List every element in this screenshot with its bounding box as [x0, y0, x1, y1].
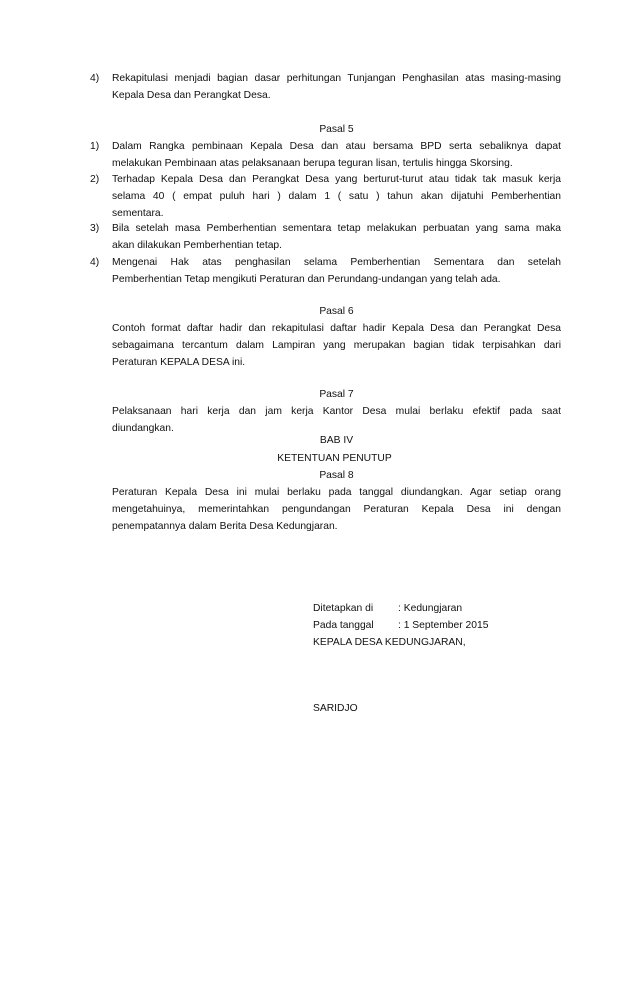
signature-name: SARIDJO	[313, 703, 358, 714]
article-heading: Pasal 6	[319, 306, 354, 317]
list-text	[112, 70, 561, 104]
text-line: Terhadap Kepala Desa dan Perangkat Desa yang berturut-turut atau tidak tak masuk kerja	[112, 174, 561, 185]
list-text	[112, 220, 561, 254]
text-line: Mengenai Hak atas penghasilan selama Pemberhentian Sementara dan setelah	[112, 257, 561, 268]
text-line: Kepala Desa dan Perangkat Desa.	[112, 90, 271, 101]
text-line: mengetahuinya, memerintahkan pengundangan Peraturan Kepala Desa ini dengan	[112, 504, 561, 515]
signature-date-row	[313, 617, 488, 634]
signature-place-row	[313, 600, 462, 617]
text-line: diundangkan.	[112, 423, 174, 434]
signature-position: KEPALA DESA KEDUNGJARAN,	[313, 637, 466, 648]
text-line: Contoh format daftar hadir dan rekapitulasi daftar hadir Kepala Desa dan Perangkat Desa	[112, 323, 561, 334]
signature-date-label: Pada tanggal	[313, 620, 374, 631]
text-line: Dalam Rangka pembinaan Kepala Desa dan atau bersama BPD serta sebaliknya dapat	[112, 141, 561, 152]
text-line: Rekapitulasi menjadi bagian dasar perhitungan Tunjangan Penghasilan atas masing-masing	[112, 73, 561, 84]
signature-place-value: : Kedungjaran	[398, 603, 463, 614]
signature-date-value: : 1 September 2015	[398, 620, 489, 631]
list-number: 2)	[90, 174, 100, 185]
article-paragraph	[112, 484, 561, 535]
list-number: 4)	[90, 73, 100, 84]
text-line: Pelaksanaan hari kerja dan jam kerja Kantor Desa mulai berlaku efektif pada saat	[112, 406, 561, 417]
text-line: Peraturan KEPALA DESA ini.	[112, 357, 246, 368]
list-number: 3)	[90, 223, 100, 234]
text-line: sementara.	[112, 208, 164, 219]
list-text	[112, 171, 561, 222]
text-line: Peraturan Kepala Desa ini mulai berlaku pada tanggal diundangkan. Agar setiap orang	[112, 487, 561, 498]
text-line: Pemberhentian Tetap mengikuti Peraturan dan Perundang-undangan yang telah ada.	[112, 274, 501, 285]
text-line: akan dilakukan Pemberhentian tetap.	[112, 240, 283, 251]
text-line: Bila setelah masa Pemberhentian sementara tetap melakukan perbuatan yang sama maka	[112, 223, 561, 234]
article-heading: Pasal 8	[319, 470, 354, 481]
article-heading: Pasal 5	[319, 124, 354, 135]
list-text	[112, 138, 561, 172]
text-line: selama 40 ( empat puluh hari ) dalam 1 ( satu ) tahun akan dijatuhi Pemberhentian	[112, 191, 561, 202]
list-number: 1)	[90, 141, 100, 152]
signature-place-label: Ditetapkan di	[313, 603, 374, 614]
list-text	[112, 254, 561, 288]
list-number: 4)	[90, 257, 100, 268]
text-line: penempatannya dalam Berita Desa Kedungjaran.	[112, 521, 338, 532]
chapter-heading: BAB IV	[319, 435, 354, 446]
article-paragraph	[112, 320, 561, 371]
text-line: sebagaimana tercantum dalam Lampiran yang merupakan bagian tidak terpisahkan dari	[112, 340, 561, 351]
article-heading: Pasal 7	[319, 389, 354, 400]
chapter-subtitle: KETENTUAN PENUTUP	[277, 453, 392, 464]
text-line: melakukan Pembinaan atas pelaksanaan berupa teguran lisan, tertulis hingga Skorsing.	[112, 158, 513, 169]
